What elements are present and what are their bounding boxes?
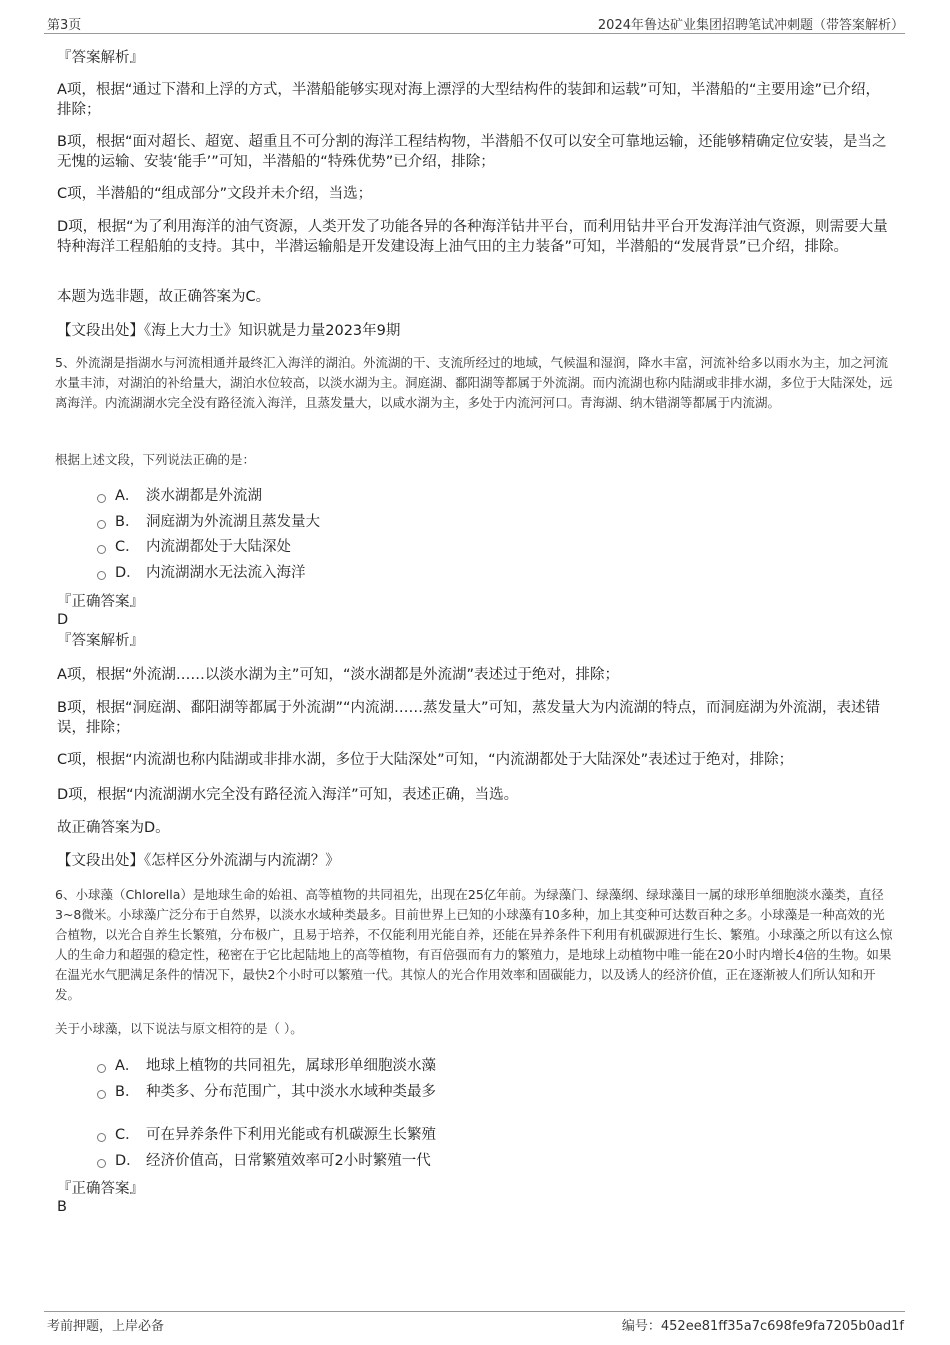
analysis-item-b: B项，根据“面对超长、超宽、超重且不可分割的海洋工程结构物，半潜船不仅可以安全可靠地运输，还能够精确定位安装，是当之无愧的运输、安装‘能手’”可知，半潜船的“特殊优势”已介绍，排除； <box>57 134 887 170</box>
analysis-label: 『答案解析』 <box>57 50 144 66</box>
document-title: 2024年鲁达矿业集团招聘笔试冲刺题（带答案解析） <box>597 18 904 33</box>
answer-option-b[interactable]: B． 洞庭湖为外流湖且蒸发量大 <box>97 512 320 532</box>
correct-answer: D <box>57 612 69 628</box>
footer-divider <box>44 1311 905 1312</box>
source-citation: 【文段出处】《怎样区分外流湖与内流湖？》 <box>57 853 340 869</box>
answer-option-d[interactable]: D． 经济价值高，日常繁殖效率可2小时繁殖一代 <box>97 1151 431 1171</box>
radio-icon[interactable] <box>97 1159 106 1168</box>
answer-option-d[interactable]: D． 内流湖湖水无法流入海洋 <box>97 563 306 583</box>
page-number: 第3页 <box>47 18 82 33</box>
header-divider <box>44 33 905 34</box>
document-id: 编号：452ee81ff35a7c698fe9fa7205b0ad1f <box>621 1319 904 1334</box>
radio-icon[interactable] <box>97 520 106 529</box>
analysis-item-b: B项，根据“洞庭湖、鄱阳湖等都属于外流湖”“内流湖……蒸发量大”可知，蒸发量大为内流湖的特点，而洞庭湖为外流湖，表述错误，排除； <box>57 700 880 736</box>
correct-answer: B <box>57 1199 67 1215</box>
answer-option-a[interactable]: A． 淡水湖都是外流湖 <box>97 486 262 506</box>
analysis-item-c: C项，半潜船的“组成部分”文段并未介绍，当选； <box>57 186 373 202</box>
radio-icon[interactable] <box>97 1064 106 1073</box>
analysis-item-d: D项，根据“为了利用海洋的油气资源，人类开发了功能各异的各种海洋钻井平台，而利用钻井平台开发海洋油气资源，则需要大量特种海洋工程船舶的支持。其中，半潜运输船是开发建设海上油气田的主力装备”可知，半潜船的“发展背景”已介绍，排除。 <box>57 219 888 255</box>
question-stem: 根据上述文段，下列说法正确的是： <box>55 452 256 467</box>
analysis-conclusion: 故正确答案为D。 <box>57 820 170 836</box>
answer-option-c[interactable]: C． 可在异养条件下利用光能或有机碳源生长繁殖 <box>97 1125 436 1145</box>
analysis-item-a: A项，根据“外流湖……以淡水湖为主”可知，“淡水湖都是外流湖”表述过于绝对，排除； <box>57 667 619 683</box>
question-passage: 5、外流湖是指湖水与河流相通并最终汇入海洋的湖泊。外流湖的干、支流所经过的地域，气候温和湿润，降水丰富，河流补给多以雨水为主，加之河流水量丰沛，对湖泊的补给量大，湖泊水位较高，以淡水湖为主。洞庭湖、鄱阳湖等都属于外流湖。而内流湖也称内陆湖或非排水湖，多位于大陆深处，远离海洋。内流湖湖水完全没有路径流入海洋，且蒸发量大，以咸水湖为主，多处于内流河河口。青海湖、纳木错湖等都属于内流湖。 <box>55 355 893 410</box>
radio-icon[interactable] <box>97 545 106 554</box>
radio-icon[interactable] <box>97 1133 106 1142</box>
analysis-item-a: A项，根据“通过下潜和上浮的方式，半潜船能够实现对海上漂浮的大型结构件的装卸和运载”可知，半潜船的“主要用途”已介绍，排除； <box>57 82 880 118</box>
answer-option-a[interactable]: A． 地球上植物的共同祖先，属球形单细胞淡水藻 <box>97 1056 436 1076</box>
answer-option-c[interactable]: C． 内流湖都处于大陆深处 <box>97 537 291 557</box>
footer-slogan: 考前押题，上岸必备 <box>47 1319 165 1334</box>
question-stem: 关于小球藻，以下说法与原文相符的是（ ）。 <box>55 1021 303 1036</box>
analysis-item-d: D项，根据“内流湖湖水完全没有路径流入海洋”可知，表述正确，当选。 <box>57 787 519 803</box>
correct-answer-label: 『正确答案』 <box>57 1181 144 1197</box>
correct-answer-label: 『正确答案』 <box>57 594 144 610</box>
answer-option-b[interactable]: B． 种类多、分布范围广，其中淡水水域种类最多 <box>97 1082 436 1102</box>
question-passage: 6、小球藻（Chlorella）是地球生命的始祖、高等植物的共同祖先，出现在25亿年前。为绿藻门、绿藻纲、绿球藻目一属的球形单细胞淡水藻类，直径3~8微米。小球藻广泛分布于自然界，以淡水水域种类最多。目前世界上已知的小球藻有10多种，加上其变种可达数百种之多。小球藻是一种高效的光合植物，以光合自养生长繁殖，分布极广，且易于培养，不仅能利用光能自养，还能在异养条件下利用有机碳源进行生长、繁殖。小球藻之所以有这么惊人的生命力和超强的稳定性，秘密在于它比起陆地上的高等植物，有百倍强而有力的繁殖力，是地球上动植物中唯一能在20小时内增长4倍的生物。如果在温光水气肥满足条件的情况下，最快2个小时可以繁殖一代。其惊人的光合作用效率和固碳能力，以及诱人的经济价值，正在逐渐被人们所认知和开发。 <box>55 887 893 1002</box>
analysis-label: 『答案解析』 <box>57 633 144 649</box>
analysis-conclusion: 本题为选非题，故正确答案为C。 <box>57 289 271 305</box>
source-citation: 【文段出处】《海上大力士》知识就是力量2023年9期 <box>57 323 401 339</box>
radio-icon[interactable] <box>97 571 106 580</box>
radio-icon[interactable] <box>97 494 106 503</box>
radio-icon[interactable] <box>97 1090 106 1099</box>
analysis-item-c: C项，根据“内流湖也称内陆湖或非排水湖，多位于大陆深处”可知，“内流湖都处于大陆深处”表述过于绝对，排除； <box>57 752 794 768</box>
